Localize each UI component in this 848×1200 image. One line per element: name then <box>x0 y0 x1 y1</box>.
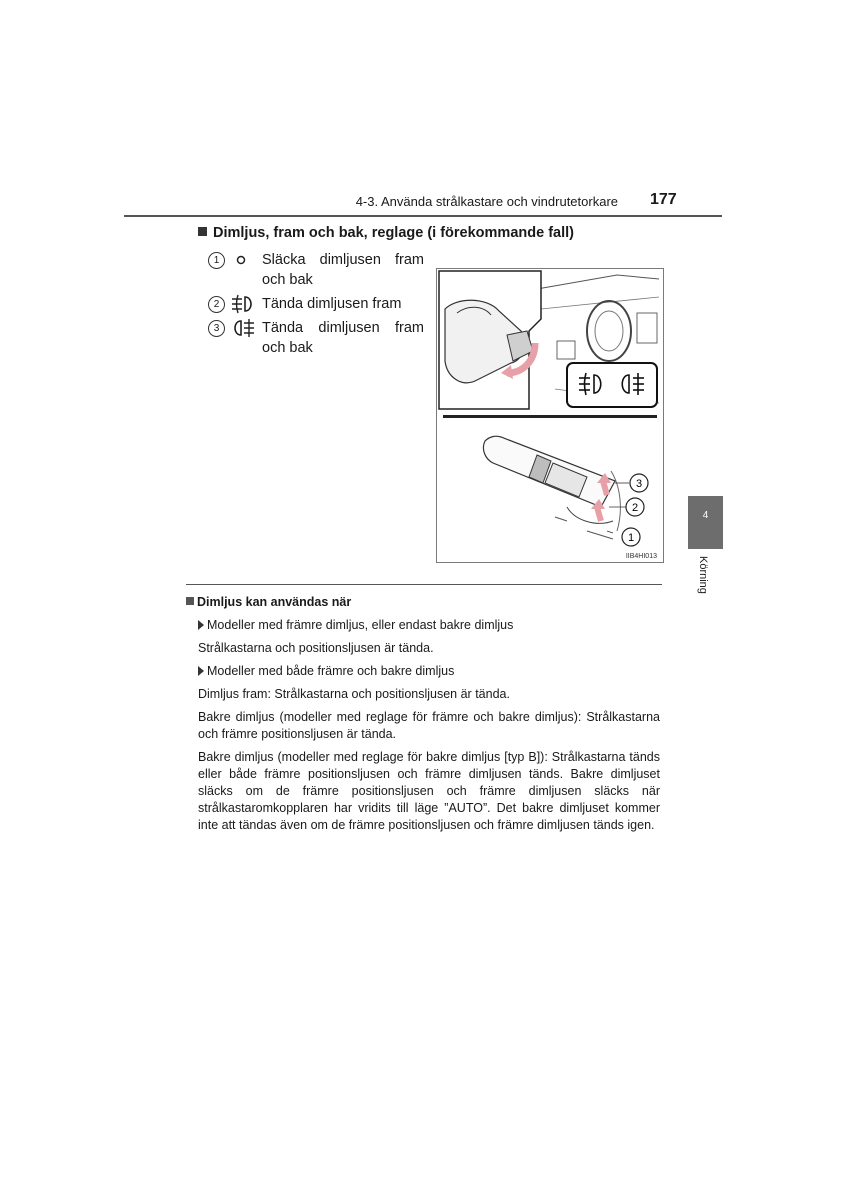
info-paragraph: Strålkastarna och positionsljusen är tända. <box>198 641 434 655</box>
off-circle-icon <box>230 250 256 270</box>
chapter-tab <box>688 496 723 549</box>
info-paragraph: Bakre dimljus (modeller med reglage för bakre dimljus [typ B]): Strålkastarna tänds eller både främre positionsljusen och främre dimljusen tänds. Bakre dimljuset släcks om de främre positionsljusen och främre dimljusen släcks när strålkastaromkopplaren har vridits till läge ”AUTO”. Det bakre dimljuset kommer inte att tändas även om de främre positionsljusen och främre dimljusen tänds igen. <box>198 750 660 832</box>
triangle-bullet-icon <box>198 666 204 676</box>
illustration-divider <box>443 415 657 418</box>
step-text: Släcka dimljusen fram och bak <box>262 252 424 288</box>
info-paragraph: Bakre dimljus (modeller med reglage för främre och bakre dimljus): Strålkastarna och främre positionsljusen är tända. <box>198 710 660 741</box>
chapter-number: 4 <box>702 510 709 521</box>
triangle-bullet-icon <box>198 620 204 630</box>
info-divider <box>186 584 662 585</box>
section-heading-text: Dimljus, fram och bak, reglage (i förekommande fall) <box>213 225 574 241</box>
fog-light-switch-illustration <box>436 268 664 563</box>
info-box <box>186 594 660 840</box>
rear-fog-light-icon <box>230 318 256 338</box>
header-divider <box>124 215 722 217</box>
page-number: 177 <box>650 191 677 208</box>
lever-drawing <box>437 421 663 559</box>
step-item <box>208 250 424 290</box>
callout-2: 2 <box>631 502 639 514</box>
step-item <box>208 294 424 314</box>
info-paragraph <box>198 617 660 634</box>
step-number: 2 <box>208 296 225 313</box>
step-number: 1 <box>208 252 225 269</box>
info-title-text: Dimljus kan användas när <box>197 595 352 609</box>
step-item <box>208 318 424 358</box>
step-text: Tända dimljusen fram och bak <box>262 320 424 356</box>
info-paragraph-text: Modeller med både främre och bakre dimljus <box>207 664 455 678</box>
info-title <box>186 594 660 611</box>
square-bullet-icon <box>186 597 194 605</box>
illustration-caption: IIB4HI013 <box>625 553 657 560</box>
info-paragraph: Dimljus fram: Strålkastarna och positionsljusen är tända. <box>198 687 510 701</box>
front-fog-light-icon <box>230 294 256 314</box>
chapter-label: Körning <box>697 556 709 594</box>
callout-3: 3 <box>635 478 643 490</box>
callout-1: 1 <box>627 532 635 544</box>
step-text: Tända dimljusen fram <box>262 296 402 312</box>
step-number: 3 <box>208 320 225 337</box>
section-heading <box>198 225 574 241</box>
square-bullet-icon <box>198 227 207 236</box>
dashboard-hand-drawing <box>437 269 663 415</box>
steps-list <box>208 250 424 362</box>
header-section-title: 4-3. Använda strålkastare och vindrutetorkare <box>355 194 618 209</box>
info-paragraph-text: Modeller med främre dimljus, eller endast bakre dimljus <box>207 618 514 632</box>
info-paragraph <box>198 663 660 680</box>
